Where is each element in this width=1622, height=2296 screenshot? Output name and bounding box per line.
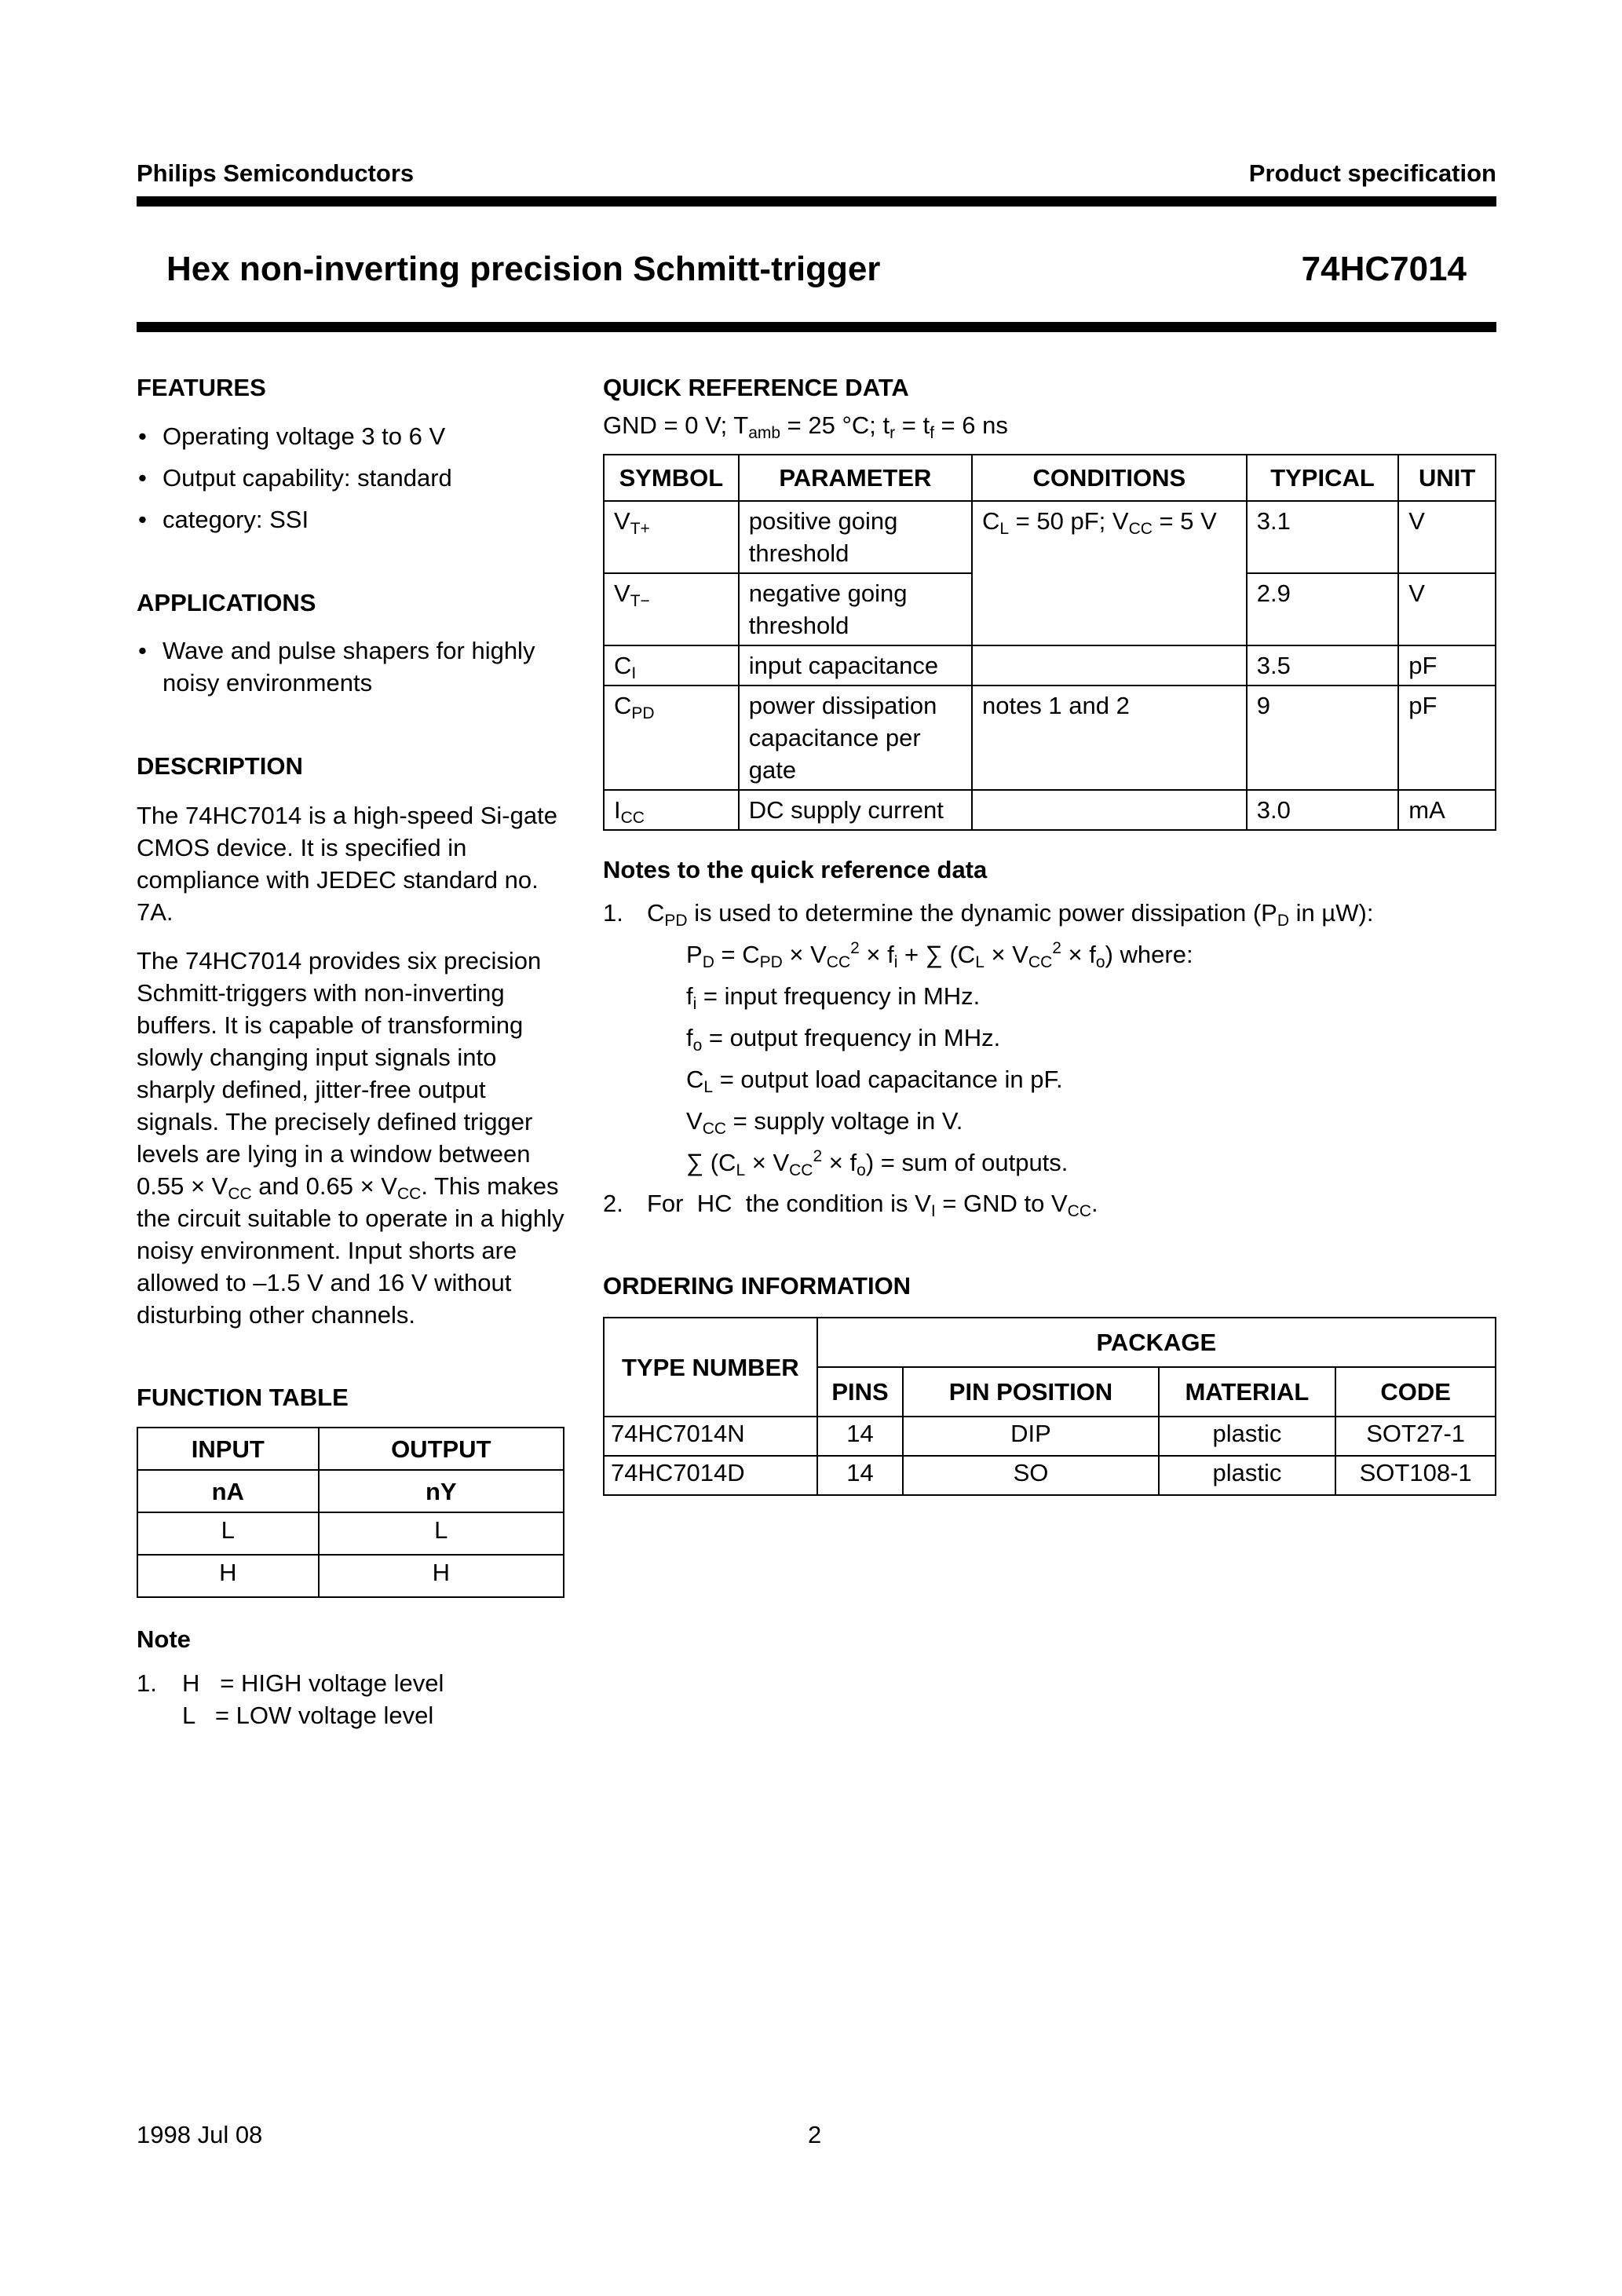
company-name: Philips Semiconductors [137,159,415,187]
table-cell: negative going threshold [739,573,972,645]
footer-date: 1998 Jul 08 [137,2121,263,2148]
table-cell: 2.9 [1247,573,1399,645]
table-cell: DIP [903,1417,1158,1456]
oi-col-material: MATERIAL [1159,1367,1336,1417]
table-cell: $V_{T+}$ [604,501,739,573]
table-row [604,1417,1496,1456]
list-item: • Operating voltage 3 to 6 V [137,420,576,452]
table-row [604,645,1496,686]
table-row [604,686,1496,790]
table-cell: SOT27-1 [1335,1417,1496,1456]
def-vcc: $V_{CC}$ = supply voltage in V. [686,1107,963,1138]
qr-note-2-num: 2. [603,1190,623,1217]
table-cell: SO [903,1456,1158,1495]
table-cell: 9 [1247,686,1399,790]
def-fi: $f_i$ = input frequency in MHz. [686,982,981,1013]
ordering-table [603,1317,1496,1496]
qr-col-symbol: SYMBOL [604,455,739,501]
power-formula: $P_D = C_{PD} \times V_{CC}^2 \times f_i$ + ∑ $(C_L \times V_{CC}^2 \times f_o)$ where: [686,939,1193,971]
ft-note-num: 1. [137,1669,157,1697]
table-cell: positive going threshold [739,501,972,573]
oi-col-code: CODE [1335,1367,1496,1417]
table-cell: mA [1398,790,1496,830]
qr-notes-heading: Notes to the quick reference data [603,856,988,883]
applications-list [137,634,572,708]
qr-note-1: $C_{PD}$ is used to determine the dynamic power dissipation ($P_D$ in µW): [647,899,1374,930]
list-item: • Wave and pulse shapers for highly noisy environments [137,634,572,699]
function-table [137,1427,564,1598]
qr-col-conditions: CONDITIONS [972,455,1247,501]
title-rule [137,322,1496,332]
table-cell: L [137,1512,319,1555]
table-cell: plastic [1159,1417,1336,1456]
table-cell: 14 [817,1417,904,1456]
part-number: 74HC7014 [1301,250,1467,288]
qr-note-1-num: 1. [603,899,623,927]
table-cell: V [1398,573,1496,645]
table-cell: $C_I$ [604,645,739,686]
footer-page-number: 2 [808,2121,822,2148]
ft-note-line1: H = HIGH voltage level [182,1669,444,1697]
table-cell: $C_{PD}$ [604,686,739,790]
table-cell [972,790,1247,830]
table-cell: plastic [1159,1456,1336,1495]
table-cell: $I_{CC}$ [604,790,739,830]
def-cl: $C_L$ = output load capacitance in pF. [686,1066,1063,1096]
table-cell [972,645,1247,686]
table-cell: 74HC7014D [604,1456,817,1495]
list-item: • category: SSI [137,503,576,536]
table-row [137,1512,564,1555]
ft-sub-na: nA [137,1470,319,1512]
qr-col-typical: TYPICAL [1247,455,1399,501]
applications-heading: APPLICATIONS [137,589,316,616]
table-cell: DC supply current [739,790,972,830]
oi-col-package: PACKAGE [817,1318,1496,1367]
table-cell: H [319,1555,564,1597]
ft-note-heading: Note [137,1625,191,1653]
qr-col-parameter: PARAMETER [739,455,972,501]
ft-col-input: INPUT [137,1428,319,1470]
oi-col-pin-position: PIN POSITION [903,1367,1158,1417]
page-title: Hex non-inverting precision Schmitt-trigger [166,250,881,288]
table-cell: notes 1 and 2 [972,686,1247,790]
description-heading: DESCRIPTION [137,752,303,780]
table-cell: power dissipation capacitance per gate [739,686,972,790]
description-p1: The 74HC7014 is a high-speed Si-gate CMOS device. It is specified in compliance with JEDEC standard no. 7A. [137,802,557,926]
table-cell: pF [1398,645,1496,686]
table-row [137,1555,564,1597]
table-cell: L [319,1512,564,1555]
table-cell: 74HC7014N [604,1417,817,1456]
def-sum: ∑ $(C_L \times V_{CC}^2 \times f_o)$ = sum of outputs. [686,1147,1069,1179]
ft-sub-ny: nY [319,1470,564,1512]
table-cell: 3.0 [1247,790,1399,830]
features-list [137,420,576,545]
function-table-heading: FUNCTION TABLE [137,1384,349,1411]
ft-col-output: OUTPUT [319,1428,564,1470]
oi-col-pins: PINS [817,1367,904,1417]
quick-ref-table [603,454,1496,831]
header-rule [137,196,1496,207]
table-cell: H [137,1555,319,1597]
table-cell: $V_{T-}$ [604,573,739,645]
table-cell: input capacitance [739,645,972,686]
description-p2: The 74HC7014 provides six precision Schmitt-triggers with non-inverting buffers. It is capable of transforming slowly changing input signals into sharply defined, jitter-free output signals. The precisely defined trigger levels are lying in a window between $0.55 \times V_{CC}$ and $0.65 \times V_{CC}$. This makes the circuit suitable to operate in a highly noisy environment. Input shorts are allowed to –1.5 V and 16 V without disturbing other channels. [137,947,564,1329]
qr-col-unit: UNIT [1398,455,1496,501]
qr-note-2: For HC the condition is $V_I$ = GND to $V_{CC}$. [647,1190,1098,1220]
oi-col-type-number: TYPE NUMBER [604,1318,817,1417]
quick-ref-heading: QUICK REFERENCE DATA [603,374,909,401]
def-fo: $f_o$ = output frequency in MHz. [686,1024,1001,1055]
table-cell: 14 [817,1456,904,1495]
doc-type: Product specification [1248,159,1496,187]
table-cell: 3.1 [1247,501,1399,573]
ft-note-line2: L = LOW voltage level [182,1702,434,1729]
table-cell: $C_L = 50$ pF; $V_{CC} = 5$ V [972,501,1247,645]
table-row [604,1456,1496,1495]
table-row [604,501,1496,573]
table-cell: SOT108-1 [1335,1456,1496,1495]
list-item: • Output capability: standard [137,462,576,494]
quick-ref-conditions: GND = 0 V; $T_{amb} = 25$ °C; $t_r = t_f = 6$ ns [603,411,1008,442]
ordering-heading: ORDERING INFORMATION [603,1272,911,1300]
features-heading: FEATURES [137,374,266,401]
table-cell: 3.5 [1247,645,1399,686]
table-cell: pF [1398,686,1496,790]
table-cell: V [1398,501,1496,573]
table-row [604,790,1496,830]
